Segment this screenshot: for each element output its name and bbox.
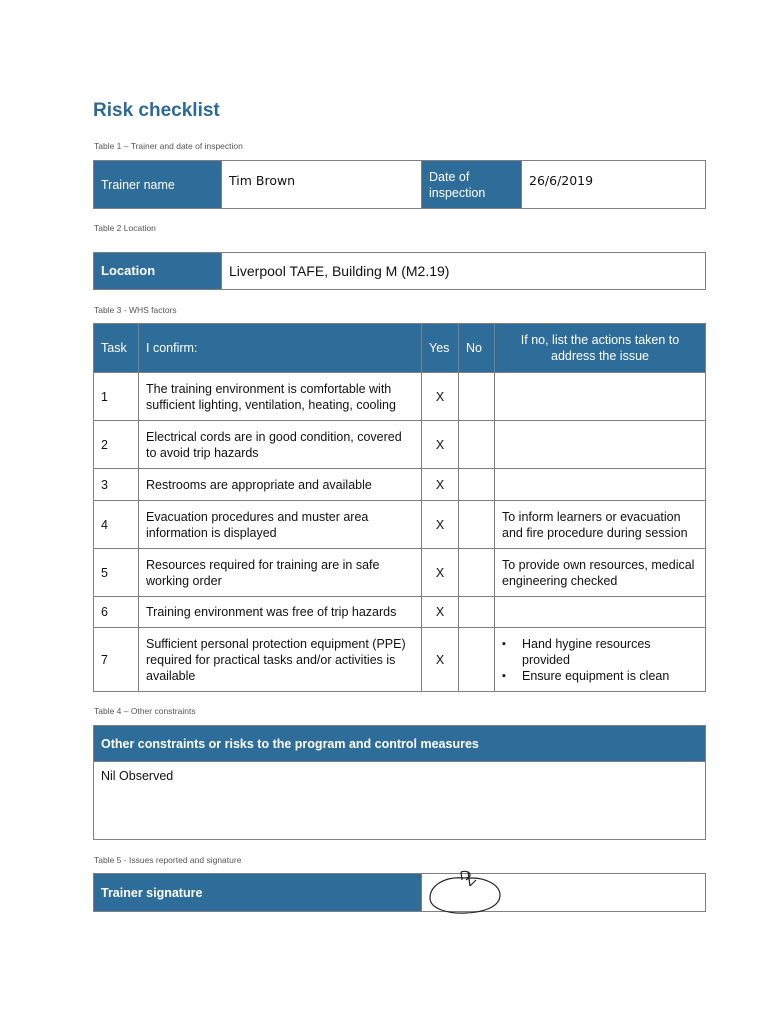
trainer-name-label: Trainer name [94, 161, 222, 209]
task-item: Restrooms are appropriate and available [139, 469, 422, 501]
no-mark [459, 421, 495, 469]
action-text [495, 373, 706, 421]
yes-mark: X [422, 628, 459, 692]
action-list [502, 636, 698, 684]
action-text [495, 421, 706, 469]
table-row [94, 628, 706, 692]
action-text: To inform learners or evacuation and fire procedure during session [495, 501, 706, 549]
location-value: Liverpool TAFE, Building M (M2.19) [222, 253, 706, 290]
trainer-date-table [93, 160, 706, 209]
action-text: To provide own resources, medical engineering checked [495, 549, 706, 597]
other-constraints-table [93, 725, 706, 840]
yes-mark: X [422, 469, 459, 501]
task-number: 1 [94, 373, 139, 421]
table1-caption: Table 1 – Trainer and date of inspection [94, 141, 243, 151]
no-mark [459, 628, 495, 692]
confirm-header: I confirm: [139, 324, 422, 373]
table-row [94, 421, 706, 469]
task-item: Resources required for training are in safe working order [139, 549, 422, 597]
actions-header: If no, list the actions taken to address the issue [495, 324, 706, 373]
action-text [495, 597, 706, 628]
task-item: Electrical cords are in good condition, covered to avoid trip hazards [139, 421, 422, 469]
task-number: 3 [94, 469, 139, 501]
location-label: Location [94, 253, 222, 290]
task-item: Evacuation procedures and muster area information is displayed [139, 501, 422, 549]
no-mark [459, 597, 495, 628]
table-row [94, 501, 706, 549]
whs-header-row [94, 324, 706, 373]
other-constraints-header: Other constraints or risks to the program and control measures [94, 726, 706, 762]
table-row [94, 597, 706, 628]
task-header: Task [94, 324, 139, 373]
yes-mark: X [422, 373, 459, 421]
task-number: 7 [94, 628, 139, 692]
other-constraints-value: Nil Observed [94, 762, 706, 840]
date-of-inspection-label: Date of inspection [422, 161, 522, 209]
whs-factors-table [93, 323, 706, 692]
table5-caption: Table 5 - Issues reported and signature [94, 855, 242, 865]
no-mark [459, 501, 495, 549]
table4-caption: Table 4 – Other constraints [94, 706, 196, 716]
trainer-signature-label: Trainer signature [94, 874, 422, 912]
trainer-signature-box [422, 874, 706, 912]
no-header: No [459, 324, 495, 373]
task-number: 2 [94, 421, 139, 469]
action-list-cell [495, 628, 706, 692]
task-number: 5 [94, 549, 139, 597]
task-item: Training environment was free of trip hazards [139, 597, 422, 628]
no-mark [459, 373, 495, 421]
signature-drawing [424, 868, 514, 916]
action-list-item: ▪ Ensure equipment is clean [502, 668, 698, 684]
trainer-name-value: Tim Brown [222, 161, 422, 209]
yes-mark: X [422, 549, 459, 597]
task-number: 6 [94, 597, 139, 628]
location-table [93, 252, 706, 290]
signature-table [93, 873, 706, 912]
table-row [94, 373, 706, 421]
table-row [94, 469, 706, 501]
date-of-inspection-value: 26/6/2019 [522, 161, 706, 209]
table2-caption: Table 2 Location [94, 223, 156, 233]
task-item: Sufficient personal protection equipment (PPE) required for practical tasks and/or activities is available [139, 628, 422, 692]
task-item: The training environment is comfortable with sufficient lighting, ventilation, heating, cooling [139, 373, 422, 421]
task-number: 4 [94, 501, 139, 549]
no-mark [459, 549, 495, 597]
table3-caption: Table 3 - WHS factors [94, 305, 177, 315]
yes-header: Yes [422, 324, 459, 373]
action-text [495, 469, 706, 501]
page-title: Risk checklist [93, 100, 220, 121]
table-row [94, 549, 706, 597]
no-mark [459, 469, 495, 501]
yes-mark: X [422, 421, 459, 469]
action-list-item: ▪ Hand hygine resources provided [502, 636, 698, 668]
yes-mark: X [422, 501, 459, 549]
yes-mark: X [422, 597, 459, 628]
